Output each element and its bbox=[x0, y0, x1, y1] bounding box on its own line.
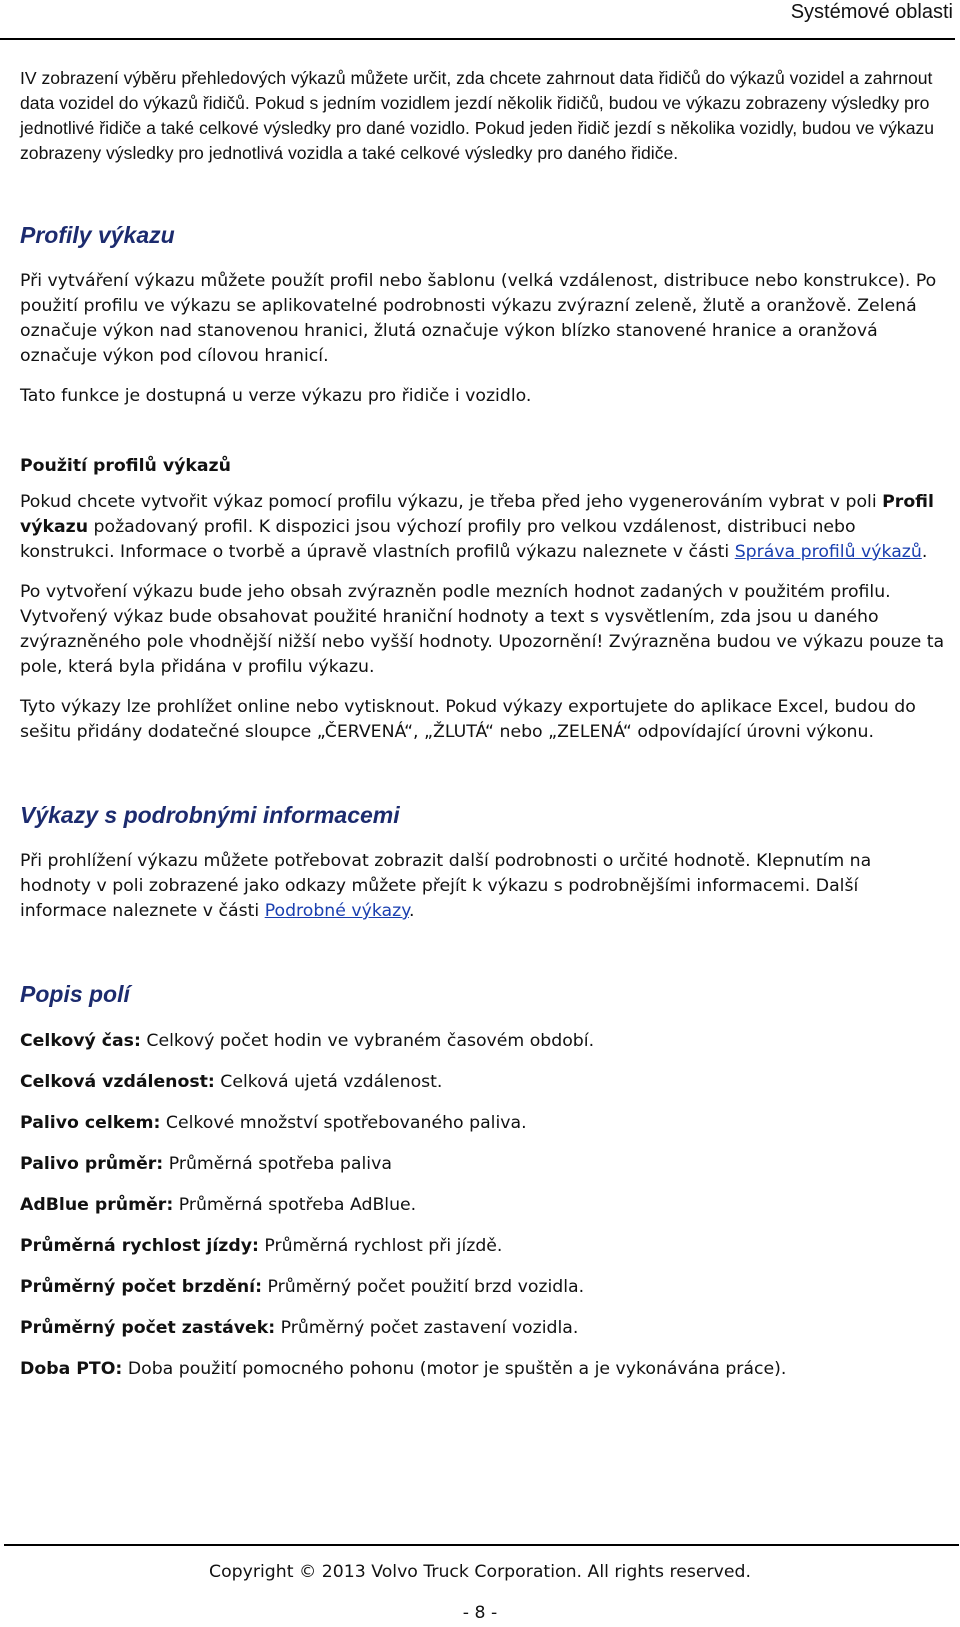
field-description-item bbox=[20, 1111, 945, 1136]
link-detailed-reports[interactable]: Podrobné výkazy bbox=[264, 901, 409, 921]
field-definition: Celková ujetá vzdálenost. bbox=[214, 1072, 443, 1092]
field-description-item bbox=[20, 1029, 945, 1054]
field-term: Palivo průměr: bbox=[20, 1154, 164, 1174]
heading-using-profiles: Použití profilů výkazů bbox=[20, 456, 231, 476]
detailed-paragraph bbox=[20, 849, 945, 924]
field-description-item bbox=[20, 1193, 945, 1218]
field-definition: Průměrný počet zastavení vozidla. bbox=[275, 1318, 579, 1338]
field-definition: Průměrná rychlost při jízdě. bbox=[258, 1236, 503, 1256]
text-segment: Při prohlížení výkazu můžete potřebovat zobrazit další podrobnosti o určité hodnotě. Klepnutím na hodnoty v poli zobrazené jako odkazy můžete přejít k výkazu s podrobnějšími informacemi. Další informace naleznete v části bbox=[20, 851, 872, 921]
field-term: Průměrná rychlost jízdy: bbox=[20, 1236, 259, 1256]
copyright-notice: Copyright © 2013 Volvo Truck Corporation. All rights reserved. bbox=[209, 1562, 751, 1582]
field-term: AdBlue průměr: bbox=[20, 1195, 174, 1215]
field-description-item bbox=[20, 1070, 945, 1095]
text-segment: Pokud chcete vytvořit výkaz pomocí profilu výkazu, je třeba před jeho vygenerováním vybrat v poli bbox=[20, 492, 883, 512]
field-description-item bbox=[20, 1357, 945, 1382]
field-term: Průměrný počet zastávek: bbox=[20, 1318, 276, 1338]
field-description-item bbox=[20, 1234, 945, 1259]
profile-field-name: Profil výkazu bbox=[20, 492, 934, 537]
document-body bbox=[20, 66, 945, 1382]
field-description-item bbox=[20, 1275, 945, 1300]
field-term: Celková vzdálenost: bbox=[20, 1072, 215, 1092]
header-section-title: Systémové oblasti bbox=[790, 1, 953, 23]
field-term: Palivo celkem: bbox=[20, 1113, 161, 1133]
profiles-paragraph-1: Při vytváření výkazu můžete použít profil nebo šablonu (velká vzdálenost, distribuce nebo konstrukce). Po použití profilu ve výkazu se aplikovatelné podrobnosti výkazu zvýrazní zeleně, žlutě a oranžově. Zelená označuje výkon nad stanovenou hranici, žlutá označuje výkon blízko stanovené hranice a oranžová označuje výkon pod cílovou hranicí. bbox=[20, 271, 937, 366]
using-profiles-paragraph-3: Tyto výkazy lze prohlížet online nebo vytisknout. Pokud výkazy exportujete do aplikace Excel, budou do sešitu přidány dodatečné sloupce „ČERVENÁ“, „ŽLUTÁ“ nebo „ZELENÁ“ odpovídající úrovni výkonu. bbox=[20, 697, 916, 742]
text-segment: . bbox=[921, 542, 928, 562]
profiles-paragraph-2: Tato funkce je dostupná u verze výkazu pro řidiče i vozidlo. bbox=[20, 386, 532, 406]
heading-field-descriptions: Popis polí bbox=[20, 981, 130, 1007]
field-definition: Celkové množství spotřebovaného paliva. bbox=[160, 1113, 527, 1133]
field-description-list bbox=[20, 1029, 945, 1382]
link-manage-profiles[interactable]: Správa profilů výkazů bbox=[734, 542, 922, 562]
heading-detailed-reports: Výkazy s podrobnými informacemi bbox=[20, 802, 400, 828]
heading-profiles: Profily výkazu bbox=[20, 222, 175, 248]
text-segment: . bbox=[408, 901, 415, 921]
field-definition: Doba použití pomocného pohonu (motor je spuštěn a je vykonávána práce). bbox=[122, 1359, 787, 1379]
field-term: Celkový čas: bbox=[20, 1031, 141, 1051]
footer-divider bbox=[4, 1544, 959, 1546]
text-segment: požadovaný profil. K dispozici jsou výchozí profily pro velkou vzdálenost, distribuci nebo konstrukci. Informace o tvorbě a úpravě vlastních profilů výkazu naleznete v části bbox=[20, 517, 856, 562]
using-profiles-paragraph-1 bbox=[20, 490, 945, 565]
field-definition: Průměrná spotřeba AdBlue. bbox=[173, 1195, 417, 1215]
intro-paragraph: IV zobrazení výběru přehledových výkazů můžete určit, zda chcete zahrnout data řidičů do výkazů vozidel a zahrnout data vozidel do výkazů řidičů. Pokud s jedním vozidlem jezdí několik řidičů, budou ve výkazu zobrazeny výsledky pro jednotlivé řidiče a také celkové výsledky pro dané vozidlo. Pokud jeden řidič jezdí s několika vozidly, budou ve výkazu zobrazeny výsledky pro jednotlivá vozidla a také celkové výsledky pro daného řidiče. bbox=[20, 68, 935, 163]
field-term: Doba PTO: bbox=[20, 1359, 123, 1379]
page-number: - 8 - bbox=[462, 1603, 498, 1623]
field-definition: Celkový počet hodin ve vybraném časovém období. bbox=[140, 1031, 595, 1051]
field-definition: Průměrná spotřeba paliva bbox=[163, 1154, 392, 1174]
using-profiles-paragraph-2: Po vytvoření výkazu bude jeho obsah zvýrazněn podle mezních hodnot zadaných v použitém profilu. Vytvořený výkaz bude obsahovat použité hraniční hodnoty a text s vysvětlením, zda jsou u daného zvýrazněného pole vhodnější nižší nebo vyšší hodnoty. Upozornění! Zvýrazněna budou ve výkazu pouze ta pole, která byla přidána v profilu výkazu. bbox=[20, 582, 945, 677]
field-description-item bbox=[20, 1316, 945, 1341]
field-description-item bbox=[20, 1152, 945, 1177]
page-header bbox=[0, 0, 955, 40]
field-definition: Průměrný počet použití brzd vozidla. bbox=[262, 1277, 585, 1297]
field-term: Průměrný počet brzdění: bbox=[20, 1277, 262, 1297]
